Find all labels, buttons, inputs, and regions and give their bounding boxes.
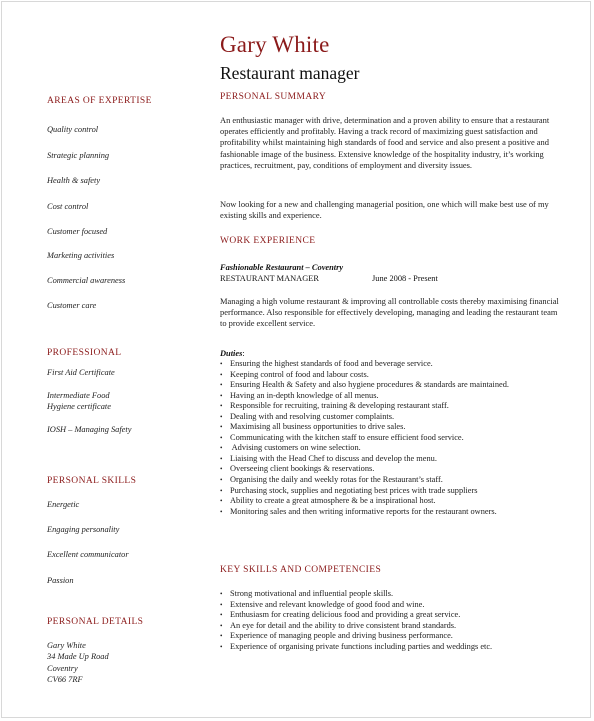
candidate-name: Gary White (220, 32, 330, 57)
professional-heading: PROFESSIONAL (47, 348, 122, 358)
key-skills-list (220, 589, 492, 652)
bullet-icon: • (220, 642, 223, 651)
list-item (220, 454, 509, 465)
details-item: Gary White (47, 641, 86, 650)
details-item: Coventry (47, 664, 78, 673)
summary-paragraph: An enthusiastic manager with drive, determination and a proven ability to ensure that a restaurant operates efficiently and profitably. Having a track record of maximizing guest satisfaction and profitability whilst maintaining high standards of food and service and also present a positive and fashionable image of the business. Extensive knowledge of the hospitality industry, it’s working practices, recruitment, pay, conditions of employment and diversity issues. (220, 115, 550, 170)
list-item (220, 359, 509, 370)
duty-text: Organising the daily and weekly rotas for the Restaurant’s staff. (230, 475, 443, 485)
summary-paragraph: Now looking for a new and challenging managerial position, one which will make best use of my existing skills and experience. (220, 199, 549, 221)
duty-text: Liaising with the Head Chef to discuss and develop the menu. (230, 453, 437, 463)
job-description: Managing a high volume restaurant & improving all controllable costs thereby maximising financial performance. Also responsible for effectively developing, managing and leading the restaurant team to provide excellent service. (220, 296, 559, 329)
duty-text: Advising customers on wine selection. (230, 443, 361, 453)
job-dates: June 2008 - Present (372, 274, 438, 283)
bullet-icon: • (220, 621, 223, 630)
duty-text: Dealing with and resolving customer complaints. (230, 411, 395, 421)
skills-heading: PERSONAL SKILLS (47, 476, 137, 486)
bullet-icon: • (220, 486, 223, 495)
duty-text: Having an in-depth knowledge of all menus. (230, 390, 379, 400)
list-item (220, 621, 492, 632)
bullet-icon: • (220, 360, 223, 368)
bullet-icon: • (220, 600, 223, 609)
bullet-icon: • (220, 370, 223, 379)
skill-text: Experience of organising private functions including parties and weddings etc. (230, 641, 493, 651)
expertise-item: Health & safety (47, 176, 101, 185)
bullet-icon: • (220, 402, 223, 411)
bullet-icon: • (220, 444, 223, 453)
skill-text: Experience of managing people and driving business performance. (230, 631, 453, 641)
bullet-icon: • (220, 381, 223, 390)
bullet-icon: • (220, 412, 223, 421)
list-item (220, 507, 509, 518)
list-item (220, 401, 509, 412)
duty-text: Responsible for recruiting, training & developing restaurant staff. (230, 401, 449, 411)
expertise-item: Commercial awareness (47, 276, 126, 285)
list-item (220, 486, 509, 497)
professional-item: Intermediate Food (47, 391, 110, 400)
list-item (220, 631, 492, 642)
bullet-icon: • (220, 465, 223, 474)
duty-text: Communicating with the kitchen staff to ensure efficient food service. (230, 432, 464, 442)
list-item (220, 600, 492, 611)
employer: Fashionable Restaurant – Coventry (220, 263, 344, 272)
bullet-icon: • (220, 590, 223, 598)
bullet-icon: • (220, 632, 223, 641)
skill-text: Enthusiasm for creating delicious food and providing a great service. (230, 610, 461, 620)
expertise-item: Strategic planning (47, 151, 110, 160)
skill-text: Extensive and relevant knowledge of good food and wine. (230, 599, 425, 609)
bullet-icon: • (220, 507, 223, 516)
skill-item: Passion (47, 576, 74, 585)
duty-text: Ensuring Health & Safety and also hygiene procedures & standards are maintained. (230, 380, 509, 390)
list-item (220, 443, 509, 454)
expertise-item: Quality control (47, 125, 99, 134)
key-skills-heading: KEY SKILLS AND COMPETENCIES (220, 565, 382, 575)
bullet-icon: • (220, 423, 223, 432)
details-item: 34 Made Up Road (47, 652, 109, 661)
list-item (220, 412, 509, 423)
job-title: RESTAURANT MANAGER (220, 274, 319, 283)
summary-heading: PERSONAL SUMMARY (220, 92, 327, 102)
duty-text: Purchasing stock, supplies and negotiating best prices with trade suppliers (230, 485, 478, 495)
duties-list (220, 359, 509, 517)
list-item (220, 610, 492, 621)
details-heading: PERSONAL DETAILS (47, 617, 144, 627)
bullet-icon: • (220, 497, 223, 506)
list-item (220, 391, 509, 402)
list-item (220, 422, 509, 433)
expertise-heading: AREAS OF EXPERTISE (47, 96, 152, 106)
duty-text: Ability to create a great atmosphere & be a inspirational host. (230, 496, 436, 506)
skill-item: Energetic (47, 500, 80, 509)
list-item (220, 475, 509, 486)
duty-text: Overseeing client bookings & reservations. (230, 464, 375, 474)
expertise-item: Cost control (47, 202, 89, 211)
duty-text: Monitoring sales and then writing informative reports for the restaurant owners. (230, 506, 497, 516)
list-item (220, 433, 509, 444)
candidate-role: Restaurant manager (220, 63, 360, 83)
expertise-item: Marketing activities (47, 251, 115, 260)
list-item (220, 380, 509, 391)
expertise-item: Customer care (47, 301, 97, 310)
bullet-icon: • (220, 476, 223, 485)
duties-label-text: Duties (220, 349, 243, 358)
bullet-icon: • (220, 391, 223, 400)
details-item: CV66 7RF (47, 675, 83, 684)
list-item (220, 496, 509, 507)
professional-item: Hygiene certificate (47, 402, 111, 411)
experience-heading: WORK EXPERIENCE (220, 236, 316, 246)
skill-item: Engaging personality (47, 525, 120, 534)
bullet-icon: • (220, 454, 223, 463)
list-item (220, 464, 509, 475)
duties-label-colon: : (242, 349, 245, 358)
duties-label (220, 348, 245, 359)
professional-item: First Aid Certificate (47, 368, 115, 377)
expertise-item: Customer focused (47, 227, 108, 236)
list-item (220, 642, 492, 653)
duty-text: Keeping control of food and labour costs. (230, 369, 369, 379)
professional-item: IOSH – Managing Safety (47, 425, 132, 434)
bullet-icon: • (220, 611, 223, 620)
skill-text: Strong motivational and influential people skills. (230, 589, 394, 598)
duty-text: Ensuring the highest standards of food and beverage service. (230, 359, 433, 368)
bullet-icon: • (220, 433, 223, 442)
skill-text: An eye for detail and the ability to drive consistent brand standards. (230, 620, 457, 630)
duty-text: Maximising all business opportunities to drive sales. (230, 422, 406, 432)
list-item (220, 589, 492, 600)
skill-item: Excellent communicator (47, 550, 129, 559)
list-item (220, 370, 509, 381)
